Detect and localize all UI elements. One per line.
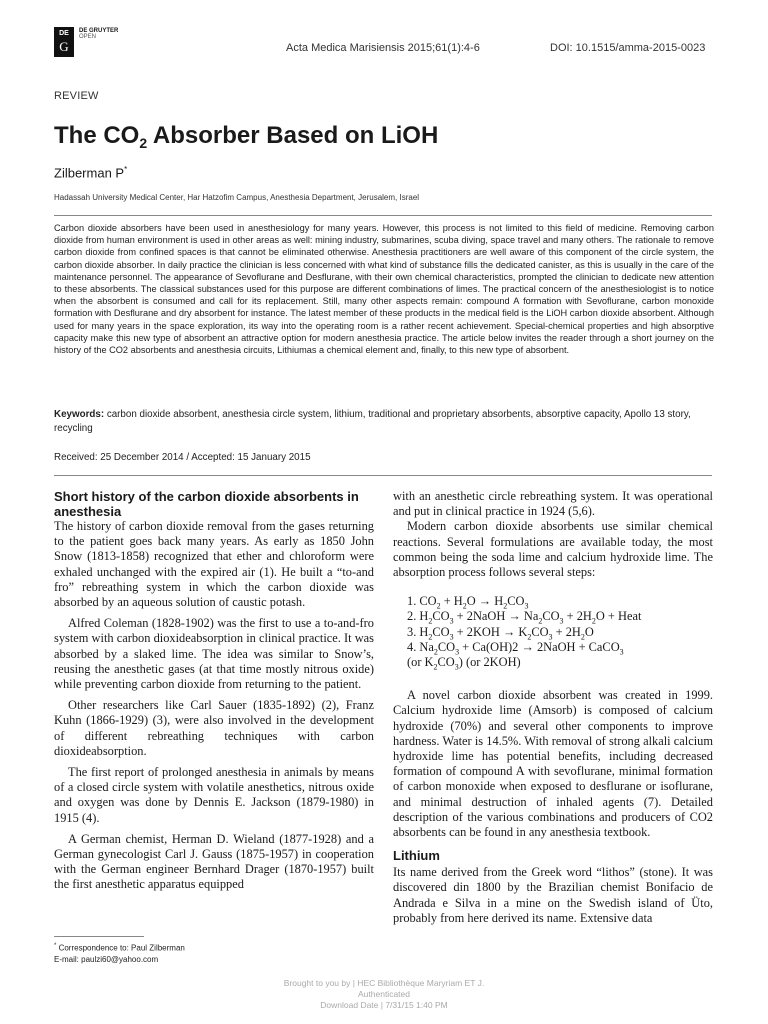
abstract: Carbon dioxide absorbers have been used in anesthesiology for many years. However, this process is not limited to this field of medicine. Removing carbon dioxide from human environment is used in other areas as well: mining industry, submarines, scuba diving, space travel and many others. The rationale to remove carbon dioxide from confined spaces is that cannot be eliminated otherwise. Anesthesia practitioners are well aware of this component of the circle system, the carbon dioxide absorber. In daily practice the clinician is less concerned with what kind of substance fills the dedicated canister, as this is usually in the care of the maintenance personnel. The appearance of Sevoflurane and Desflurane, with their own chemical characteristics, prompted the clinician to dedicate new attention to these absorbents. The classical substances used for this purpose are different combinations of limes. The practical concern of the anesthesiologist is to notice when the absorbent is consumed and call for its replacement. Still, many other aspects remain: compound A formation with Sevoflurane, carbon monoxide formation with Desflurane and dry absorbent for instance. The latest member of these products in the medical field is the LiOH carbon dioxide absorbent. Although used for many years in the space exploration, its way into the operating room is a rather recent achievement. Special-chemical properties and high absorptive capacity make this new type of absorbent an attractive option for modern anesthesia practice. The article below invites the reader through a short journey on the history of the CO2 absorbents and anesthesia circuits, Lithiumas a chemical element and, finally, to this new type of absorbent. bbox=[54, 223, 714, 356]
section-heading-lithium: Lithium bbox=[393, 848, 440, 864]
equation: 2. $H_2CO_3$ + 2NaOH → $Na_2CO_3 + 2H_2O$ + Heat bbox=[407, 609, 642, 626]
affiliation: Hadassah University Medical Center, Har Hatzofim Campus, Anesthesia Department, Jerusalem, Israel bbox=[54, 193, 420, 202]
author-name: Zilberman P bbox=[54, 165, 125, 181]
publisher-logo bbox=[54, 27, 74, 57]
section-heading-history: Short history of the carbon dioxide absorbents in anesthesia bbox=[54, 489, 359, 519]
author-line bbox=[54, 165, 127, 180]
body-left-column bbox=[54, 489, 374, 893]
footnote bbox=[54, 941, 185, 965]
keywords-text: carbon dioxide absorbent, anesthesia circle system, lithium, traditional and proprietary absorbents, absorptive capacity, Apollo 13 story, recycling bbox=[54, 409, 691, 434]
authenticated: Authenticated bbox=[358, 989, 410, 999]
email[interactable]: E-mail: paulzi60@yahoo.com bbox=[54, 954, 159, 964]
correspondence: * Correspondence to: Paul Zilberman bbox=[54, 943, 185, 953]
equation: (or $K_2CO_3$) (or 2KOH) bbox=[407, 655, 521, 672]
divider bbox=[54, 215, 712, 216]
brought-to-you: Brought to you by | HEC Bibliothèque Maryriam ET J. bbox=[283, 978, 485, 988]
logo-g-text: G bbox=[59, 39, 69, 54]
paragraph: Alfred Coleman (1828-1902) was the first to use a to-and-fro system with carbon dioxideabsorption in clinical practice. It was absorbed by a slaked lime. The idea was similar to Snow’s, reusing the anesthetic gases (at that time mostly nitrous oxide) while preventing carbon dioxide from returning to the patient. bbox=[54, 616, 374, 692]
doi-link[interactable]: DOI: 10.1515/amma-2015-0023 bbox=[550, 42, 706, 54]
paragraph: Its name derived from the Greek word “lithos” (stone). It was discovered din 1800 by the Brazilian chemist Bonifacio de Andrada e Silva in a mine on the Swedish island of Üto, probably from here derived its name. Extensive data bbox=[393, 865, 713, 925]
paragraph: A novel carbon dioxide absorbent was created in 1999. Calcium hydroxide lime (Amsorb) is composed of calcium hydroxide (70%) and several other components to improve hardness. Water is 14.5%. With removal of strong alkali calcium hydroxide lime has potential benefits, including decreased formation of compound A with sevoflurane, minimal formation of carbon monoxide when exposed to desflurane or isoflurane, and minimal destruction of inhaled agents (7). Detailed description of the various combinations and producers of CO2 absorbents can be found in any anesthesia textbook. bbox=[393, 688, 713, 840]
received-accepted-dates: Received: 25 December 2014 / Accepted: 15 January 2015 bbox=[54, 452, 311, 463]
equation: 3. $H_2CO_3 + 2KOH \to K_2CO_3 + 2H_2O$ bbox=[407, 624, 594, 642]
logo-de-text: DE bbox=[59, 30, 69, 37]
body-right-column bbox=[393, 489, 713, 926]
section-label: REVIEW bbox=[54, 90, 99, 102]
footnote-mark: * bbox=[54, 943, 57, 949]
keywords bbox=[54, 408, 712, 436]
publisher-title: DE GRUYTER bbox=[79, 28, 119, 34]
footnote-divider bbox=[54, 936, 144, 937]
author-footnote-mark: * bbox=[124, 165, 128, 174]
download-watermark bbox=[0, 978, 768, 1011]
paragraph: with an anesthetic circle rebreathing system. It was operational and put in clinical practice in 1924 (5,6). bbox=[393, 489, 713, 519]
title-post: Absorber Based on LiOH bbox=[147, 122, 439, 149]
journal-citation: Acta Medica Marisiensis 2015;61(1):4-6 bbox=[286, 42, 480, 54]
paragraph: Modern carbon dioxide absorbents use similar chemical reactions. Several formulations are available today, the most common being the soda lime and calcium hydroxide lime. The absorption process follows several steps: bbox=[393, 519, 713, 580]
divider bbox=[54, 475, 712, 476]
publisher-subtitle: OPEN bbox=[79, 34, 97, 40]
reaction-equations bbox=[407, 594, 713, 670]
title-subscript: 2 bbox=[139, 135, 148, 151]
title-pre: The CO bbox=[54, 122, 140, 149]
keywords-label: Keywords: bbox=[54, 409, 105, 420]
article-title bbox=[54, 121, 438, 151]
equation: 1. $CO_2 + H_2O \to H_2CO_3$ bbox=[407, 594, 529, 611]
publisher-name bbox=[79, 28, 118, 40]
paragraph: A German chemist, Herman D. Wieland (1877-1928) and a German gynecologist Carl J. Gauss (1875-1957) in cooperation with the German engineer Bernhard Drager (1870-1957) built the first anesthetic apparatus equipped bbox=[54, 831, 374, 892]
paragraph: Other researchers like Carl Sauer (1835-1892) (2), Franz Kuhn (1866-1929) (3), were also involved in the development of different rebreathing techniques with carbon dioxideabsorption. bbox=[54, 698, 374, 758]
equation: 4. $Na_2CO_3 + Ca(OH)2$ → 2NaOH + CaCO$_3$ bbox=[407, 639, 624, 657]
paragraph: The first report of prolonged anesthesia in animals by means of a closed circle system with volatile anesthetics, nitrous oxide and oxygen was done by Dennis E. Jackson (1879-1980) in 1915 (4). bbox=[54, 765, 374, 825]
paragraph: The history of carbon dioxide removal from the gases returning to the patient goes back many years. As early as 1850 John Snow (1813-1858) recognized that ether and chloroform were exhaled unchanged with the expired air (1). He built a “to-and fro” rebreathing system in which the carbon dioxide was absorbed by an aqueous solution of caustic potash. bbox=[54, 519, 374, 610]
download-date: Download Date | 7/31/15 1:40 PM bbox=[320, 1000, 448, 1010]
